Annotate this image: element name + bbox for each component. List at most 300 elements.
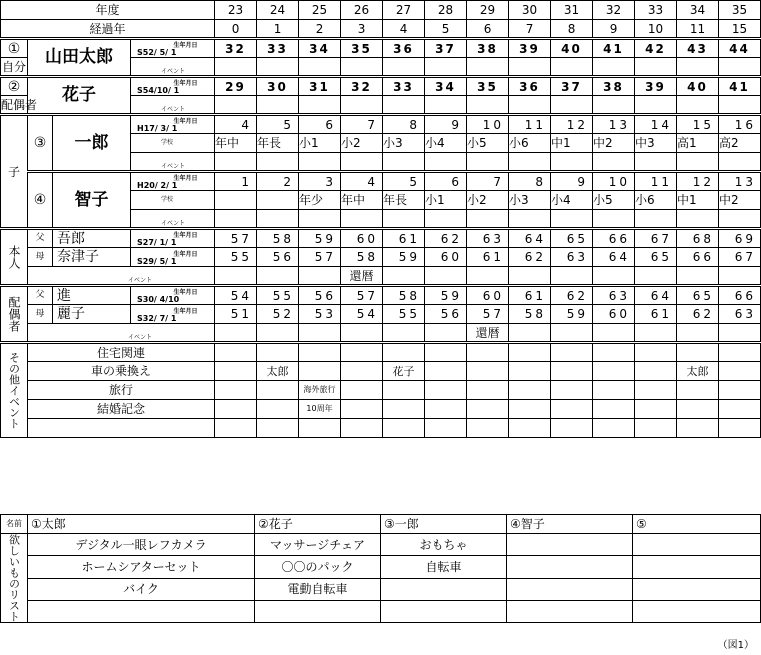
age-cell: 30 [257, 77, 299, 96]
event-cell [635, 267, 677, 286]
age-cell: 40 [677, 77, 719, 96]
other-event-cell [635, 400, 677, 419]
age-cell: 63 [593, 286, 635, 305]
other-event-cell [257, 419, 299, 438]
age-cell: 5 [257, 115, 299, 134]
event-cell [257, 96, 299, 115]
self-role: 自分 [1, 58, 28, 77]
father-label: 父 [28, 286, 53, 305]
other-event-cell: 太郎 [257, 362, 299, 381]
event-cell [635, 96, 677, 115]
other-event-cell [299, 362, 341, 381]
other-event-cell [215, 362, 257, 381]
age-cell: 61 [635, 305, 677, 324]
school-cell: 小4 [551, 191, 593, 210]
mother-name: 奈津子 [53, 248, 131, 267]
event-cell [425, 324, 467, 343]
elapsed-cell: 8 [551, 20, 593, 39]
event-cell [299, 153, 341, 172]
other-event-name: 車の乗換え [28, 362, 215, 381]
other-event-cell [509, 343, 551, 362]
age-cell: 43 [677, 39, 719, 58]
mother-name: 麗子 [53, 305, 131, 324]
event-cell [257, 324, 299, 343]
event-cell [677, 153, 719, 172]
self-number: ① [1, 39, 28, 58]
birth-value: S32/ 7/ 1 [137, 314, 177, 323]
age-cell: 51 [215, 305, 257, 324]
event-label: イベント [28, 324, 215, 343]
age-cell: 32 [341, 77, 383, 96]
birth-label: 生年月日 [173, 118, 198, 125]
other-event-cell [467, 400, 509, 419]
school-cell: 高1 [677, 134, 719, 153]
parent-group-label: 本人 [1, 229, 28, 286]
school-cell: 小5 [467, 134, 509, 153]
age-cell: 12 [551, 115, 593, 134]
age-cell: 9 [425, 115, 467, 134]
event-cell [341, 58, 383, 77]
event-cell [719, 96, 761, 115]
other-event-cell [551, 343, 593, 362]
age-cell: 57 [341, 286, 383, 305]
other-event-cell [719, 419, 761, 438]
school-cell: 年少 [299, 191, 341, 210]
age-cell: 56 [299, 286, 341, 305]
event-label: イベント [28, 267, 215, 286]
school-cell: 小2 [467, 191, 509, 210]
age-cell: 44 [719, 39, 761, 58]
age-cell: 52 [257, 305, 299, 324]
other-event-cell [215, 343, 257, 362]
other-event-cell [341, 419, 383, 438]
age-cell: 54 [215, 286, 257, 305]
school-cell: 中3 [635, 134, 677, 153]
mother-label: 母 [28, 248, 53, 267]
year-cell: 33 [635, 1, 677, 20]
year-cell: 32 [593, 1, 635, 20]
age-cell: 5 [383, 172, 425, 191]
age-cell: 54 [341, 305, 383, 324]
other-events-label: その他イベント [1, 343, 28, 438]
birth-date-cell [131, 305, 215, 324]
child-number: ③ [28, 115, 53, 172]
age-cell: 8 [383, 115, 425, 134]
school-cell: 小4 [425, 134, 467, 153]
other-event-cell [467, 343, 509, 362]
event-cell [425, 267, 467, 286]
school-cell: 小3 [509, 191, 551, 210]
age-cell: 57 [215, 229, 257, 248]
event-cell [299, 96, 341, 115]
birth-date-cell [131, 39, 215, 58]
other-event-cell: 太郎 [677, 362, 719, 381]
birth-date-cell [131, 172, 215, 191]
birth-value: S30/ 4/10 [137, 295, 180, 304]
age-cell: 66 [593, 229, 635, 248]
age-cell: 61 [509, 286, 551, 305]
age-cell: 8 [509, 172, 551, 191]
other-event-cell: 花子 [383, 362, 425, 381]
event-cell [677, 210, 719, 229]
age-cell: 2 [257, 172, 299, 191]
event-cell [719, 210, 761, 229]
wish-item [507, 534, 633, 556]
event-cell [257, 267, 299, 286]
event-cell [257, 210, 299, 229]
other-event-cell [635, 362, 677, 381]
event-cell [383, 324, 425, 343]
age-cell: 59 [551, 305, 593, 324]
other-event-cell [299, 419, 341, 438]
age-cell: 36 [509, 77, 551, 96]
event-cell [467, 153, 509, 172]
event-cell [467, 267, 509, 286]
event-cell [593, 210, 635, 229]
age-cell: 10 [467, 115, 509, 134]
event-cell [299, 58, 341, 77]
school-cell: 小6 [635, 191, 677, 210]
other-event-cell [677, 343, 719, 362]
birth-label: 生年月日 [173, 308, 198, 315]
elapsed-cell: 4 [383, 20, 425, 39]
age-cell: 63 [467, 229, 509, 248]
other-event-cell [425, 419, 467, 438]
school-cell: 小6 [509, 134, 551, 153]
event-cell [299, 324, 341, 343]
wish-item: 〇〇のパック [255, 556, 381, 578]
year-cell: 31 [551, 1, 593, 20]
school-cell: 小3 [383, 134, 425, 153]
other-event-cell [215, 381, 257, 400]
wish-person-name: ①太郎 [28, 515, 255, 534]
other-event-cell [215, 400, 257, 419]
year-cell: 23 [215, 1, 257, 20]
other-event-name: 結婚記念 [28, 400, 215, 419]
child-name: 智子 [53, 172, 131, 229]
wish-item: 自転車 [381, 556, 507, 578]
spouse-number: ② [1, 77, 28, 96]
other-event-cell [635, 419, 677, 438]
event-cell [257, 153, 299, 172]
other-event-cell [383, 381, 425, 400]
age-cell: 66 [719, 286, 761, 305]
self-name: 山田太郎 [28, 39, 131, 77]
event-cell [719, 58, 761, 77]
event-cell [593, 324, 635, 343]
age-cell: 65 [551, 229, 593, 248]
birth-date-cell [131, 248, 215, 267]
year-cell: 24 [257, 1, 299, 20]
school-cell: 小5 [593, 191, 635, 210]
school-cell: 中1 [551, 134, 593, 153]
age-cell: 11 [635, 172, 677, 191]
event-cell [509, 210, 551, 229]
event-cell [383, 153, 425, 172]
age-cell: 1 [215, 172, 257, 191]
age-cell: 59 [425, 286, 467, 305]
year-cell: 26 [341, 1, 383, 20]
other-event-cell [383, 400, 425, 419]
event-cell [257, 58, 299, 77]
event-cell [425, 153, 467, 172]
other-event-cell [257, 400, 299, 419]
parent-group-label: 配偶者 [1, 286, 28, 343]
other-event-cell [215, 419, 257, 438]
event-cell: 還暦 [467, 324, 509, 343]
other-event-cell [593, 381, 635, 400]
age-cell: 4 [341, 172, 383, 191]
event-cell [215, 267, 257, 286]
age-cell: 60 [425, 248, 467, 267]
wish-item [255, 600, 381, 622]
age-cell: 62 [551, 286, 593, 305]
other-event-cell [299, 343, 341, 362]
age-cell: 55 [383, 305, 425, 324]
age-cell: 6 [299, 115, 341, 134]
event-cell [425, 96, 467, 115]
wish-item: ホームシアターセット [28, 556, 255, 578]
event-cell [677, 267, 719, 286]
other-event-cell [551, 381, 593, 400]
birth-date-cell [131, 229, 215, 248]
event-cell [677, 324, 719, 343]
school-cell: 年中 [215, 134, 257, 153]
wish-item [381, 600, 507, 622]
elapsed-cell: 10 [635, 20, 677, 39]
age-cell: 62 [425, 229, 467, 248]
other-event-cell [383, 419, 425, 438]
other-event-cell: 海外旅行 [299, 381, 341, 400]
other-event-name: 旅行 [28, 381, 215, 400]
wish-person-name: ③一郎 [381, 515, 507, 534]
age-cell: 40 [551, 39, 593, 58]
elapsed-header: 経過年 [1, 20, 215, 39]
other-event-cell [593, 419, 635, 438]
school-cell: 小1 [425, 191, 467, 210]
age-cell: 63 [551, 248, 593, 267]
wish-item [381, 578, 507, 600]
other-event-cell [719, 343, 761, 362]
elapsed-cell: 2 [299, 20, 341, 39]
event-cell [551, 324, 593, 343]
wish-item: デジタル一眼レフカメラ [28, 534, 255, 556]
age-cell: 60 [467, 286, 509, 305]
age-cell: 61 [467, 248, 509, 267]
other-event-cell [593, 362, 635, 381]
age-cell: 60 [341, 229, 383, 248]
event-cell: 還暦 [341, 267, 383, 286]
age-cell: 64 [635, 286, 677, 305]
age-cell: 36 [383, 39, 425, 58]
age-cell: 64 [593, 248, 635, 267]
event-cell [383, 96, 425, 115]
children-label: 子 [1, 115, 28, 229]
age-cell: 56 [257, 248, 299, 267]
year-cell: 30 [509, 1, 551, 20]
age-cell: 7 [467, 172, 509, 191]
wish-item [633, 534, 761, 556]
elapsed-cell: 0 [215, 20, 257, 39]
wish-person-name: ④智子 [507, 515, 633, 534]
event-cell [677, 58, 719, 77]
event-cell [383, 267, 425, 286]
age-cell: 33 [383, 77, 425, 96]
other-event-name [28, 419, 215, 438]
birth-label: 生年月日 [173, 42, 198, 49]
other-event-cell [341, 400, 383, 419]
age-cell: 61 [383, 229, 425, 248]
event-cell [635, 210, 677, 229]
event-cell [341, 324, 383, 343]
elapsed-cell: 5 [425, 20, 467, 39]
child-number: ④ [28, 172, 53, 229]
age-cell: 35 [341, 39, 383, 58]
age-cell: 63 [719, 305, 761, 324]
mother-label: 母 [28, 305, 53, 324]
wish-name-label: 名前 [1, 515, 28, 534]
wish-item: おもちゃ [381, 534, 507, 556]
spouse-role: 配偶者 [1, 96, 28, 115]
school-cell: 小2 [341, 134, 383, 153]
event-cell [593, 267, 635, 286]
event-cell [341, 153, 383, 172]
event-cell [383, 210, 425, 229]
other-event-name: 住宅関連 [28, 343, 215, 362]
event-cell [719, 267, 761, 286]
birth-label: 生年月日 [173, 175, 198, 182]
age-cell: 65 [677, 286, 719, 305]
event-cell [635, 324, 677, 343]
other-event-cell [635, 343, 677, 362]
school-cell: 高2 [719, 134, 761, 153]
age-cell: 11 [509, 115, 551, 134]
other-event-cell [341, 362, 383, 381]
event-cell [467, 96, 509, 115]
age-cell: 66 [677, 248, 719, 267]
other-event-cell [383, 343, 425, 362]
school-cell: 年長 [257, 134, 299, 153]
event-label: イベント [131, 96, 215, 115]
event-cell [509, 324, 551, 343]
wish-item [633, 556, 761, 578]
event-cell [677, 96, 719, 115]
age-cell: 68 [677, 229, 719, 248]
other-event-cell [467, 419, 509, 438]
other-event-cell [467, 381, 509, 400]
age-cell: 64 [509, 229, 551, 248]
birth-label: 生年月日 [173, 232, 198, 239]
birth-date-cell [131, 77, 215, 96]
elapsed-cell: 11 [677, 20, 719, 39]
age-cell: 41 [593, 39, 635, 58]
event-cell [593, 153, 635, 172]
age-cell: 56 [425, 305, 467, 324]
event-cell [509, 153, 551, 172]
other-event-cell [425, 400, 467, 419]
wish-item [507, 578, 633, 600]
age-cell: 59 [299, 229, 341, 248]
age-cell: 38 [467, 39, 509, 58]
event-cell [341, 96, 383, 115]
event-cell [509, 96, 551, 115]
age-cell: 12 [677, 172, 719, 191]
year-cell: 34 [677, 1, 719, 20]
event-cell [215, 96, 257, 115]
other-event-cell [551, 362, 593, 381]
age-cell: 55 [257, 286, 299, 305]
birth-label: 生年月日 [173, 251, 198, 258]
age-cell: 16 [719, 115, 761, 134]
event-cell [551, 153, 593, 172]
birth-value: S27/ 1/ 1 [137, 238, 177, 247]
wish-list-table [0, 514, 761, 623]
event-cell [719, 324, 761, 343]
age-cell: 67 [635, 229, 677, 248]
event-cell [593, 96, 635, 115]
event-cell [215, 324, 257, 343]
school-cell [257, 191, 299, 210]
age-cell: 58 [383, 286, 425, 305]
wish-list-label: 欲しいものリスト [1, 534, 28, 623]
other-event-cell: 10周年 [299, 400, 341, 419]
age-cell: 3 [299, 172, 341, 191]
wish-person-name: ②花子 [255, 515, 381, 534]
other-event-cell [551, 419, 593, 438]
child-name: 一郎 [53, 115, 131, 172]
event-cell [551, 210, 593, 229]
age-cell: 55 [215, 248, 257, 267]
age-cell: 62 [677, 305, 719, 324]
age-cell: 33 [257, 39, 299, 58]
school-cell: 中2 [719, 191, 761, 210]
school-label: 学校 [131, 191, 215, 210]
event-label: イベント [131, 153, 215, 172]
event-cell [299, 267, 341, 286]
age-cell: 41 [719, 77, 761, 96]
other-event-cell [425, 343, 467, 362]
other-event-cell [425, 381, 467, 400]
age-cell: 57 [467, 305, 509, 324]
other-event-cell [467, 362, 509, 381]
age-cell: 15 [677, 115, 719, 134]
age-cell: 38 [593, 77, 635, 96]
age-cell: 29 [215, 77, 257, 96]
other-event-cell [509, 400, 551, 419]
event-cell [467, 58, 509, 77]
age-cell: 57 [299, 248, 341, 267]
other-event-cell [425, 362, 467, 381]
birth-label: 生年月日 [173, 289, 198, 296]
school-cell: 小1 [299, 134, 341, 153]
wish-item [633, 578, 761, 600]
birth-value: H17/ 3/ 1 [137, 124, 178, 133]
event-cell [215, 153, 257, 172]
wish-item: バイク [28, 578, 255, 600]
school-cell [215, 191, 257, 210]
event-cell [551, 58, 593, 77]
age-cell: 34 [299, 39, 341, 58]
wish-item [507, 556, 633, 578]
event-cell [425, 210, 467, 229]
birth-value: H20/ 2/ 1 [137, 181, 178, 190]
age-cell: 59 [383, 248, 425, 267]
event-cell [551, 96, 593, 115]
year-header: 年度 [1, 1, 215, 20]
age-cell: 9 [551, 172, 593, 191]
year-cell: 29 [467, 1, 509, 20]
age-cell: 58 [341, 248, 383, 267]
